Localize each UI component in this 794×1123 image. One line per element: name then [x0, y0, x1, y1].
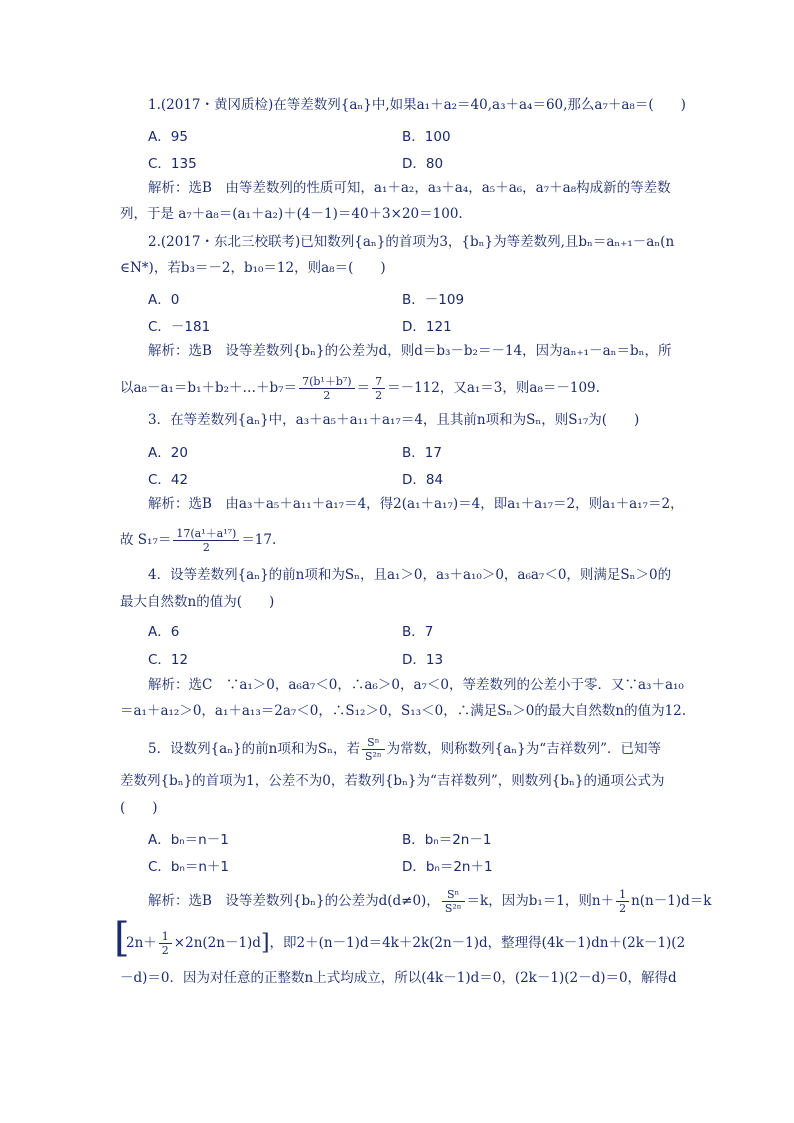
q2-solution-line2	[120, 375, 680, 402]
q5-half-den: 2	[619, 902, 627, 915]
q3-solution-part1: 故 S₁₇＝	[120, 532, 172, 548]
q3-solution-part2: ＝17.	[241, 532, 277, 548]
q5-solution-part1: 解析：选B 设等差数列{bₙ}的公差为d(d≠0)，	[148, 893, 440, 909]
q3-solution-line1: 解析：选B 由a₃＋a₅＋a₁₁＋a₁₇＝4，得2(a₁＋a₁₇)＝4，即a₁＋a₁₇＝2，则a₁＋a₁₇＝2，	[148, 496, 684, 512]
q2-solution-line1: 解析：选B 设等差数列{bₙ}的公差为d，则d＝b₃－b₂＝－14，因为aₙ₊₁－aₙ＝bₙ，所	[148, 343, 672, 359]
q2-fraction-7-2	[372, 375, 385, 402]
q5-fraction-den: S²ⁿ	[364, 750, 382, 763]
left-bracket: [	[114, 915, 130, 961]
q5-solution-part4: ，即2＋(n－1)d＝4k＋2k(2n－1)d，整理得(4k－1)dn＋(2k－1)(2	[269, 935, 686, 951]
q4-option-b: B．7	[402, 624, 434, 640]
q5-solution-fraction-num: Sⁿ	[442, 888, 465, 902]
q5-solution-fraction-half	[616, 888, 629, 915]
q5-option-a: A．bₙ＝n－1	[148, 832, 229, 848]
q5-fraction-sn-s2n	[362, 736, 385, 763]
q5-option-c: C．bₙ＝n＋1	[148, 859, 230, 875]
q5-half-num: 1	[616, 888, 629, 902]
q3-stem: 3．在等差数列{aₙ}中，a₃＋a₅＋a₁₁＋a₁₇＝4，且其前n项和为Sₙ，则S₁₇为( )	[148, 412, 640, 428]
q5-stem-line1	[148, 736, 708, 763]
q2-option-d: D．121	[402, 319, 452, 335]
q5-solution-line1	[148, 888, 712, 915]
q5-fraction-num: Sⁿ	[362, 736, 385, 750]
q1-stem: 1.(2017・黄冈质检)在等差数列{aₙ}中,如果a₁＋a₂＝40,a₃＋a₄＝60,那么a₇＋a₈＝( )	[148, 97, 686, 113]
q2-stem-line1: 2.(2017・东北三校联考)已知数列{aₙ}的首项为3，{bₙ}为等差数列,且bₙ＝aₙ₊₁－aₙ(n	[148, 234, 675, 250]
q1-option-c: C．135	[148, 156, 197, 172]
q3-option-d: D．84	[402, 472, 444, 488]
q4-stem-line2: 最大自然数n的值为( )	[120, 594, 275, 610]
q5-stem-line2: 差数列{bₙ}的首项为1，公差不为0，若数列{bₙ}为“吉祥数列”，则数列{bₙ}的通项公式为	[120, 773, 665, 789]
q2-fraction-sum	[299, 375, 354, 402]
q4-stem-line1: 4．设等差数列{aₙ}的前n项和为Sₙ，且a₁＞0，a₃＋a₁₀＞0，a₆a₇＜0，则满足Sₙ＞0的	[148, 567, 672, 583]
q4-option-c: C．12	[148, 652, 189, 668]
q3-option-a: A．20	[148, 445, 188, 461]
q2-stem-line2: ∈N*)，若b₃＝－2，b₁₀＝12，则a₈＝( )	[120, 260, 386, 276]
q5-bracket-fraction-half	[159, 930, 172, 957]
q5-solution-part2: ＝k，因为b₁＝1，则n＋	[466, 893, 615, 909]
q2-option-c: C．－181	[148, 319, 211, 335]
q5-stem-line3: ( )	[120, 800, 158, 816]
q5-stem-part1: 5．设数列{aₙ}的前n项和为Sₙ，若	[148, 741, 360, 757]
q3-fraction-num: 17(a¹＋a¹⁷)	[173, 527, 239, 541]
q1-solution-line2: 列，于是 a₇＋a₈＝(a₁＋a₂)＋(4－1)＝40＋3×20＝100.	[120, 206, 463, 222]
q5-bracket-half-den: 2	[161, 944, 169, 957]
q3-fraction	[173, 527, 239, 554]
q5-option-b: B．bₙ＝2n－1	[402, 832, 492, 848]
q3-fraction-den: 2	[202, 541, 210, 554]
q2-option-b: B．－109	[402, 292, 465, 308]
q5-solution-line2	[126, 930, 686, 957]
q2-fraction-sum-num: 7(b¹＋b⁷)	[299, 375, 354, 389]
q3-solution-line2	[120, 527, 680, 554]
q1-option-a: A．95	[148, 129, 188, 145]
q5-solution-fraction-den: S²ⁿ	[444, 902, 462, 915]
q2-equals: ＝	[356, 380, 371, 396]
q5-solution-part3: n(n－1)d＝k	[631, 893, 712, 909]
q4-solution-line1: 解析：选C ∵a₁＞0，a₆a₇＜0，∴a₆＞0，a₇＜0，等差数列的公差小于零．又∵a₃＋a₁₀	[148, 677, 684, 693]
q2-option-a: A．0	[148, 292, 180, 308]
q1-option-b: B．100	[402, 129, 451, 145]
q3-option-b: B．17	[402, 445, 442, 461]
q5-solution-fraction-sn	[442, 888, 465, 915]
q1-solution-line1: 解析：选B 由等差数列的性质可知，a₁＋a₂，a₃＋a₄，a₅＋a₆，a₇＋a₈构成新的等差数	[148, 180, 671, 196]
q5-bracket-part2: ×2n(2n－1)d	[173, 935, 261, 951]
q2-fraction-7-2-num: 7	[372, 375, 385, 389]
q4-solution-line2: ＝a₁＋a₁₂＞0，a₁＋a₁₃＝2a₇＜0，∴S₁₂＞0，S₁₃＜0，∴满足Sₙ＞0的最大自然数n的值为12.	[120, 703, 687, 719]
q5-option-d: D．bₙ＝2n＋1	[402, 859, 493, 875]
q2-solution-part1: 以a₈－a₁＝b₁＋b₂＋…＋b₇＝	[120, 380, 298, 396]
q5-bracket-part1: 2n＋	[126, 935, 157, 951]
q3-option-c: C．42	[148, 472, 189, 488]
q4-option-a: A．6	[148, 624, 180, 640]
q2-fraction-7-2-den: 2	[375, 389, 383, 402]
q5-solution-line3: －d)＝0．因为对任意的正整数n上式均成立，所以(4k－1)d＝0，(2k－1)(2－d)＝0，解得d	[120, 970, 677, 986]
q5-bracket-half-num: 1	[159, 930, 172, 944]
right-bracket: ]	[260, 930, 270, 956]
q2-fraction-sum-den: 2	[323, 389, 331, 402]
q1-option-d: D．80	[402, 156, 444, 172]
q4-option-d: D．13	[402, 652, 444, 668]
q5-stem-part2: 为常数，则称数列{aₙ}为“吉祥数列”．已知等	[386, 741, 662, 757]
q2-solution-part3: ＝－112，又a₁＝3，则a₈＝－109.	[387, 380, 600, 396]
